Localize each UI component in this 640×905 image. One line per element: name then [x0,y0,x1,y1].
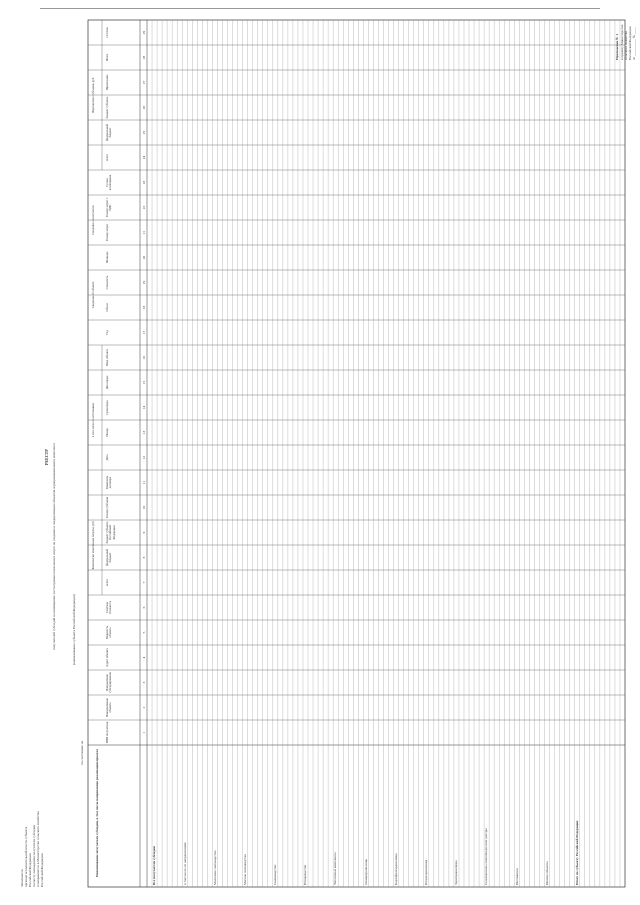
row-label: Питомники [514,868,519,885]
column-header-28: Итого [105,53,109,62]
column-number: 29 [141,30,146,35]
column-header-3: Направление субсидирования [105,672,113,693]
column-number: 1 [141,731,146,734]
column-number: 16 [141,355,146,360]
column-header-23: Сумма возмещения [105,174,113,191]
column-header-14: Срок ввода [105,400,109,415]
column-number: 26 [141,105,146,110]
column-header-12: Дата [105,454,109,461]
column-number: 20 [141,255,146,260]
column-header-25: федеральный бюджет [105,123,113,142]
column-number: 24 [141,155,146,160]
column-header-29: Остаток [105,27,109,38]
column-number: 5 [141,631,146,634]
column-header-24: всего [105,154,109,161]
left-note-line: органом исполнительной власти субъекта [24,826,28,887]
column-number: 13 [141,430,146,435]
group-header: Сведения о получателе [91,205,95,235]
left-note-line: и направляется в Министерство сельского хозяйства [36,811,40,887]
column-number: 27 [141,80,146,85]
column-number: 8 [141,556,146,559]
column-number: 21 [141,230,146,235]
column-number: 15 [141,380,146,385]
approval-line: от __________ № ____ [632,27,636,60]
column-number: 2 [141,706,146,709]
row-label: Селекционно-семеноводческие центры [484,828,489,885]
group-header: Сведения об объекте [91,281,95,309]
column-header-20: Площадь [105,251,109,264]
column-number: 10 [141,505,146,510]
column-number: 11 [141,480,146,485]
column-header-1: ИНН получателя [105,721,109,744]
row-label: Свиноводство [273,864,278,885]
row-label: Картофелехранилища [393,853,398,885]
column-number: 7 [141,581,146,584]
column-header-22: Размер затрат с НДС [105,197,113,218]
row-label: Птицеводство [303,864,308,885]
column-number: 22 [141,205,146,210]
column-header-10: Размер субсидии [105,496,109,519]
column-header-7: всего [105,579,109,586]
column-header-13: Номер [105,428,109,437]
group-header: в том числе по источникам [91,402,95,438]
column-header-6: Сметная стоимость [105,600,113,615]
column-number: 6 [141,606,146,609]
row-label: Молочное скотоводство [212,850,217,885]
left-note-line: Российской Федерации [28,853,32,887]
approval-line: Российской Федерации [628,26,632,60]
group-header: Перечислено субсидии, руб. [91,76,95,114]
register-subtitle: получателей субсидий на возмещение части прямых понесенных затрат на создание и модернизацию объектов агропромышленного комплекса [52,443,56,650]
row-label: Овощехранилища [363,859,368,885]
register-title: РЕЕСТР [44,449,49,465]
approval-line: к приказу Министерства [620,24,624,60]
approval-line: сельского хозяйства [624,31,628,60]
column-number: 14 [141,405,146,410]
column-number: 18 [141,305,146,310]
column-header-19: Стоимость [105,275,109,290]
column-number: 3 [141,681,146,684]
group-header: Фактически понесенные затраты, руб. [91,520,95,570]
left-note-line: по месту нахождения получателя субсидии [32,824,36,887]
column-number: 9 [141,531,146,534]
row-label: Зернохранилища [454,860,459,885]
row-label: Прочие объекты [544,861,549,885]
column-header-8: федеральный бюджет [105,548,113,567]
column-number: 19 [141,280,146,285]
column-header-16: Ввод объекта [105,348,109,367]
row-label: Итого по субъекту Российской Федерации [574,820,579,885]
column-header-27: Примечание [105,74,109,91]
column-header-2: Наименование объекта [105,698,113,717]
column-header-18: Объем [105,303,109,312]
column-header-9: бюджет субъекта Российской Федерации [105,521,116,544]
row-label: Тепличные комплексы [333,852,338,885]
column-header-21: Размер затрат [105,223,109,242]
column-number: 25 [141,130,146,135]
left-note-line: Российской Федерации [40,853,44,887]
left-note-line: Заполняется [20,869,24,887]
row-header: Наименование получателя субсидии, в том числе направление реализации проекта [95,749,99,877]
row-label: Мясное скотоводство [242,854,247,885]
column-number: 23 [141,180,146,185]
column-header-17: Год [105,330,109,335]
column-header-4: Адрес объекта [105,648,109,667]
column-number: 4 [141,656,146,659]
row-label: Плодохранилища [424,859,429,885]
approval-title: Приложение № 1 [615,33,619,60]
column-number: 28 [141,55,146,60]
column-number: 17 [141,330,146,335]
column-header-5: Мощность объекта [105,625,113,640]
date-caption: по состоянию на [80,740,84,765]
row-label: в том числе по направлениям: [182,841,187,885]
region-caption: (наименование субъекта Российской Федерации) [72,594,76,665]
column-header-11: Реквизиты договора [105,475,113,490]
column-number: 12 [141,455,146,460]
column-header-15: Дата ввода [105,375,109,390]
column-header-26: бюджет субъекта [105,96,109,119]
row-label: Все получатели субсидии [152,846,157,885]
